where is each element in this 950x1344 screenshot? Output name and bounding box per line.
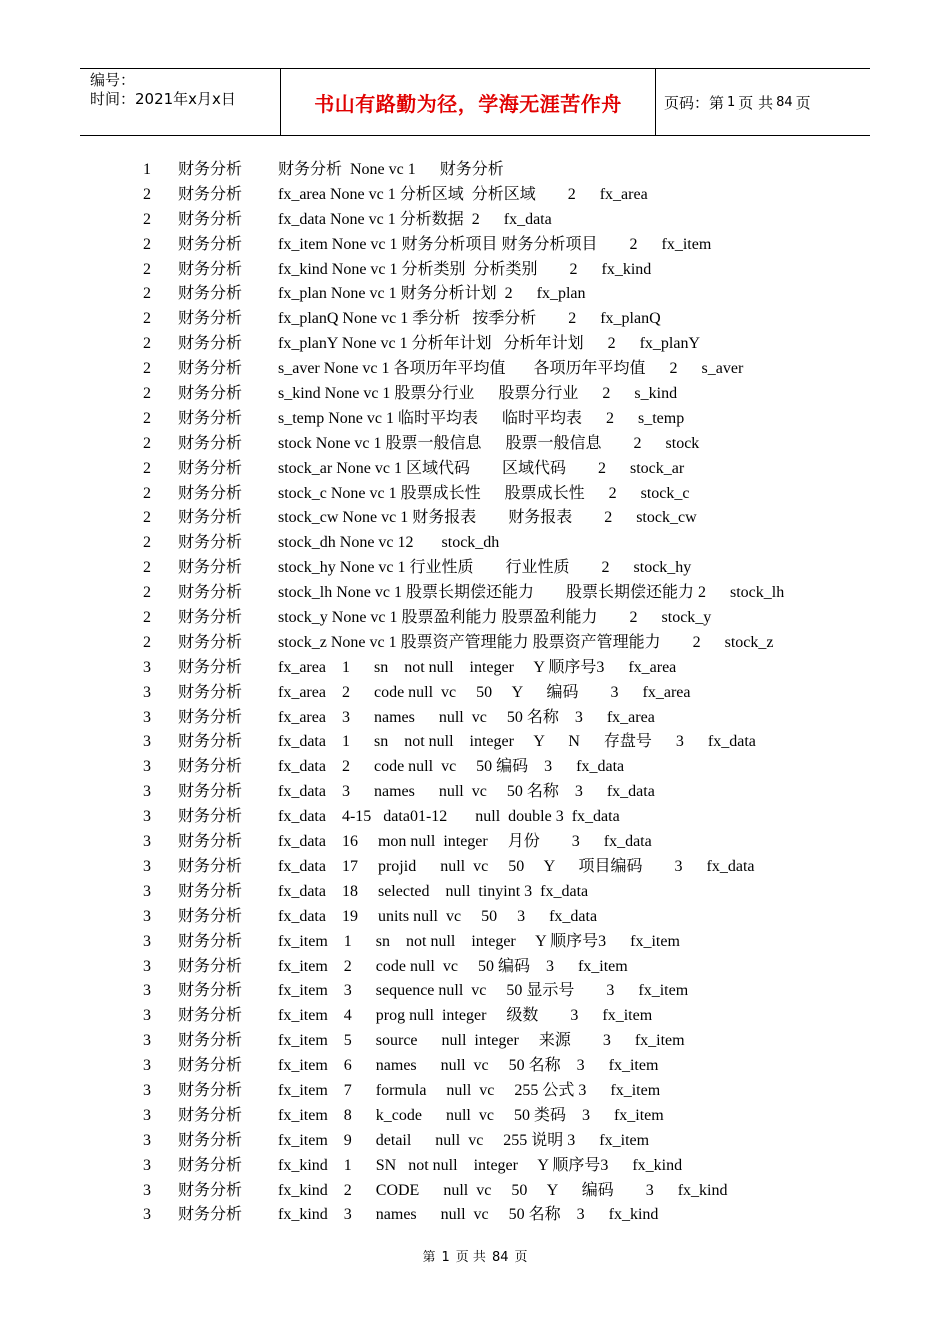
- row-category: 财务分析: [178, 335, 243, 353]
- row-level: 3: [143, 1057, 151, 1075]
- table-row: [0, 158, 950, 183]
- table-row: [0, 631, 950, 656]
- footer-prefix: 第: [422, 1250, 436, 1265]
- row-category: 财务分析: [178, 484, 243, 502]
- row-category: 财务分析: [178, 982, 243, 1000]
- table-row: [0, 307, 950, 332]
- row-category: 财务分析: [178, 609, 243, 627]
- row-level: 3: [143, 882, 151, 900]
- row-text: fx_area None vc 1 分析区域 分析区域 2 fx_area: [278, 185, 648, 203]
- row-category: 财务分析: [178, 459, 243, 477]
- page-suffix: 页: [795, 93, 811, 112]
- table-row: [0, 531, 950, 556]
- row-text: stock_hy None vc 1 行业性质 行业性质 2 stock_hy: [278, 559, 692, 577]
- row-category: 财务分析: [178, 1206, 243, 1224]
- row-level: 2: [143, 633, 151, 651]
- table-row: [0, 805, 950, 830]
- row-category: 财务分析: [178, 733, 243, 751]
- row-level: 2: [143, 559, 151, 577]
- row-category: 财务分析: [178, 683, 243, 701]
- row-level: 3: [143, 733, 151, 751]
- row-category: 财务分析: [178, 1057, 243, 1075]
- document-body: [0, 158, 950, 1228]
- row-level: 3: [143, 982, 151, 1000]
- table-row: [0, 681, 950, 706]
- row-category: 财务分析: [178, 1007, 243, 1025]
- row-level: 2: [143, 310, 151, 328]
- row-text: stock_ar None vc 1 区域代码 区域代码 2 stock_ar: [278, 459, 685, 477]
- row-text: stock_dh None vc 12 stock_dh: [278, 534, 500, 552]
- row-category: 财务分析: [178, 882, 243, 900]
- row-text: fx_plan None vc 1 财务分析计划 2 fx_plan: [278, 285, 586, 303]
- table-row: [0, 258, 950, 283]
- row-text: fx_item None vc 1 财务分析项目 财务分析项目 2 fx_item: [278, 235, 712, 253]
- row-text: fx_item 7 formula null vc 255 公式 3 fx_item: [278, 1081, 661, 1099]
- table-row: [0, 332, 950, 357]
- page-mid: 页 共: [738, 93, 774, 112]
- row-category: 财务分析: [178, 434, 243, 452]
- row-text: fx_data 1 sn not null integer Y N 存盘号 3 fx_data: [278, 733, 756, 751]
- table-row: [0, 1154, 950, 1179]
- row-text: s_aver None vc 1 各项历年平均值 各项历年平均值 2 s_aver: [278, 360, 744, 378]
- table-row: [0, 233, 950, 258]
- table-row: [0, 855, 950, 880]
- row-text: fx_item 6 names null vc 50 名称 3 fx_item: [278, 1057, 659, 1075]
- row-category: 财务分析: [178, 857, 243, 875]
- row-level: 2: [143, 459, 151, 477]
- row-text: fx_data 17 projid null vc 50 Y 项目编码 3 fx_data: [278, 857, 755, 875]
- row-category: 财务分析: [178, 633, 243, 651]
- table-row: [0, 282, 950, 307]
- table-row: [0, 482, 950, 507]
- table-row: [0, 905, 950, 930]
- row-category: 财务分析: [178, 385, 243, 403]
- row-category: 财务分析: [178, 409, 243, 427]
- table-row: [0, 506, 950, 531]
- row-text: stock_y None vc 1 股票盈利能力 股票盈利能力 2 stock_y: [278, 609, 712, 627]
- row-level: 3: [143, 1106, 151, 1124]
- table-row: [0, 357, 950, 382]
- row-text: fx_area 2 code null vc 50 Y 编码 3 fx_area: [278, 683, 691, 701]
- row-text: stock_cw None vc 1 财务报表 财务报表 2 stock_cw: [278, 509, 697, 527]
- row-category: 财务分析: [178, 310, 243, 328]
- row-category: 财务分析: [178, 161, 243, 178]
- row-category: 财务分析: [178, 534, 243, 552]
- table-row: [0, 1203, 950, 1228]
- row-text: stock_z None vc 1 股票资产管理能力 股票资产管理能力 2 stock_z: [278, 633, 774, 651]
- row-text: fx_data 4-15 data01-12 null double 3 fx_data: [278, 808, 620, 826]
- footer-mid: 页 共: [455, 1250, 486, 1265]
- table-row: [0, 183, 950, 208]
- row-level: 2: [143, 260, 151, 278]
- table-row: [0, 556, 950, 581]
- table-row: [0, 1054, 950, 1079]
- row-level: 3: [143, 1007, 151, 1025]
- row-level: 3: [143, 932, 151, 950]
- row-text: fx_data 19 units null vc 50 3 fx_data: [278, 907, 598, 925]
- row-level: 3: [143, 783, 151, 801]
- serial-label: 编号：: [90, 71, 136, 89]
- row-text: fx_data 16 mon null integer 月份 3 fx_data: [278, 833, 652, 851]
- row-text: fx_item 8 k_code null vc 50 类码 3 fx_item: [278, 1106, 664, 1124]
- row-text: fx_data 3 names null vc 50 名称 3 fx_data: [278, 783, 655, 801]
- table-row: [0, 755, 950, 780]
- row-level: 2: [143, 210, 151, 228]
- row-level: 2: [143, 434, 151, 452]
- header-page-indicator: [655, 69, 870, 135]
- page-current: 1: [727, 94, 736, 110]
- row-category: 财务分析: [178, 285, 243, 303]
- page-header: [80, 68, 870, 136]
- row-level: 3: [143, 957, 151, 975]
- row-level: 3: [143, 1181, 151, 1199]
- row-level: 3: [143, 658, 151, 676]
- row-category: 财务分析: [178, 559, 243, 577]
- row-text: 财务分析 None vc 1 财务分析: [278, 161, 504, 178]
- row-text: s_temp None vc 1 临时平均表 临时平均表 2 s_temp: [278, 409, 685, 427]
- row-level: 2: [143, 360, 151, 378]
- row-category: 财务分析: [178, 758, 243, 776]
- row-level: 2: [143, 509, 151, 527]
- row-category: 财务分析: [178, 509, 243, 527]
- row-category: 财务分析: [178, 808, 243, 826]
- row-text: fx_item 2 code null vc 50 编码 3 fx_item: [278, 957, 628, 975]
- table-row: [0, 1004, 950, 1029]
- row-level: 3: [143, 708, 151, 726]
- row-category: 财务分析: [178, 235, 243, 253]
- row-category: 财务分析: [178, 1131, 243, 1149]
- row-level: 2: [143, 609, 151, 627]
- table-row: [0, 208, 950, 233]
- row-text: fx_kind 2 CODE null vc 50 Y 编码 3 fx_kind: [278, 1181, 728, 1199]
- page-total: 84: [776, 94, 793, 110]
- row-level: 2: [143, 335, 151, 353]
- row-text: fx_item 3 sequence null vc 50 显示号 3 fx_item: [278, 982, 689, 1000]
- table-row: [0, 730, 950, 755]
- row-category: 财务分析: [178, 584, 243, 602]
- row-category: 财务分析: [178, 708, 243, 726]
- row-category: 财务分析: [178, 1156, 243, 1174]
- row-category: 财务分析: [178, 185, 243, 203]
- page-label: 页码：第: [664, 93, 725, 112]
- table-row: [0, 780, 950, 805]
- row-level: 1: [143, 161, 151, 178]
- table-row: [0, 955, 950, 980]
- table-row: [0, 1029, 950, 1054]
- table-row: [0, 1179, 950, 1204]
- table-row: [0, 830, 950, 855]
- row-text: fx_planY None vc 1 分析年计划 分析年计划 2 fx_planY: [278, 335, 701, 353]
- row-level: 3: [143, 857, 151, 875]
- row-text: fx_item 9 detail null vc 255 说明 3 fx_item: [278, 1131, 650, 1149]
- row-category: 财务分析: [178, 1181, 243, 1199]
- table-row: [0, 407, 950, 432]
- table-row: [0, 1079, 950, 1104]
- row-category: 财务分析: [178, 360, 243, 378]
- footer-total: 84: [491, 1250, 509, 1265]
- table-row: [0, 432, 950, 457]
- table-row: [0, 581, 950, 606]
- row-text: fx_data 18 selected null tinyint 3 fx_data: [278, 882, 589, 900]
- row-level: 2: [143, 185, 151, 203]
- footer-current: 1: [441, 1250, 450, 1265]
- table-row: [0, 606, 950, 631]
- row-text: fx_item 4 prog null integer 级数 3 fx_item: [278, 1007, 653, 1025]
- row-level: 3: [143, 1081, 151, 1099]
- row-text: fx_planQ None vc 1 季分析 按季分析 2 fx_planQ: [278, 310, 661, 328]
- table-row: [0, 1104, 950, 1129]
- row-level: 3: [143, 1156, 151, 1174]
- row-text: fx_area 1 sn not null integer Y 顺序号3 fx_area: [278, 658, 677, 676]
- page-footer: [0, 1246, 950, 1265]
- row-level: 3: [143, 808, 151, 826]
- row-category: 财务分析: [178, 658, 243, 676]
- row-level: 3: [143, 1206, 151, 1224]
- table-row: [0, 382, 950, 407]
- header-motto: 书山有路勤为径，学海无涯苦作舟: [281, 69, 656, 135]
- row-level: 3: [143, 1032, 151, 1050]
- row-category: 财务分析: [178, 783, 243, 801]
- row-category: 财务分析: [178, 957, 243, 975]
- row-text: fx_item 5 source null integer 来源 3 fx_item: [278, 1032, 685, 1050]
- row-text: fx_area 3 names null vc 50 名称 3 fx_area: [278, 708, 655, 726]
- table-row: [0, 706, 950, 731]
- row-category: 财务分析: [178, 1106, 243, 1124]
- row-text: fx_kind None vc 1 分析类别 分析类别 2 fx_kind: [278, 260, 652, 278]
- row-category: 财务分析: [178, 1032, 243, 1050]
- row-text: stock None vc 1 股票一般信息 股票一般信息 2 stock: [278, 434, 700, 452]
- row-text: fx_kind 1 SN not null integer Y 顺序号3 fx_kind: [278, 1156, 683, 1174]
- row-level: 3: [143, 833, 151, 851]
- row-text: fx_data None vc 1 分析数据 2 fx_data: [278, 210, 552, 228]
- table-row: [0, 979, 950, 1004]
- row-category: 财务分析: [178, 833, 243, 851]
- row-level: 2: [143, 285, 151, 303]
- row-text: stock_lh None vc 1 股票长期偿还能力 股票长期偿还能力 2 stock_lh: [278, 584, 785, 602]
- footer-suffix: 页: [514, 1250, 528, 1265]
- row-category: 财务分析: [178, 932, 243, 950]
- table-row: [0, 930, 950, 955]
- row-category: 财务分析: [178, 210, 243, 228]
- row-level: 2: [143, 484, 151, 502]
- table-row: [0, 1129, 950, 1154]
- row-level: 2: [143, 409, 151, 427]
- row-text: s_kind None vc 1 股票分行业 股票分行业 2 s_kind: [278, 385, 678, 403]
- header-left-cell: [80, 69, 281, 135]
- row-level: 2: [143, 584, 151, 602]
- row-level: 2: [143, 235, 151, 253]
- row-category: 财务分析: [178, 907, 243, 925]
- table-row: [0, 457, 950, 482]
- row-level: 2: [143, 534, 151, 552]
- row-level: 3: [143, 758, 151, 776]
- date-label: 时间：2021年x月x日: [90, 90, 236, 108]
- row-text: stock_c None vc 1 股票成长性 股票成长性 2 stock_c: [278, 484, 690, 502]
- row-level: 3: [143, 1131, 151, 1149]
- row-level: 3: [143, 683, 151, 701]
- row-level: 2: [143, 385, 151, 403]
- row-text: fx_kind 3 names null vc 50 名称 3 fx_kind: [278, 1206, 659, 1224]
- row-level: 3: [143, 907, 151, 925]
- row-text: fx_data 2 code null vc 50 编码 3 fx_data: [278, 758, 625, 776]
- row-category: 财务分析: [178, 260, 243, 278]
- table-row: [0, 880, 950, 905]
- row-text: fx_item 1 sn not null integer Y 顺序号3 fx_item: [278, 932, 680, 950]
- row-category: 财务分析: [178, 1081, 243, 1099]
- table-row: [0, 656, 950, 681]
